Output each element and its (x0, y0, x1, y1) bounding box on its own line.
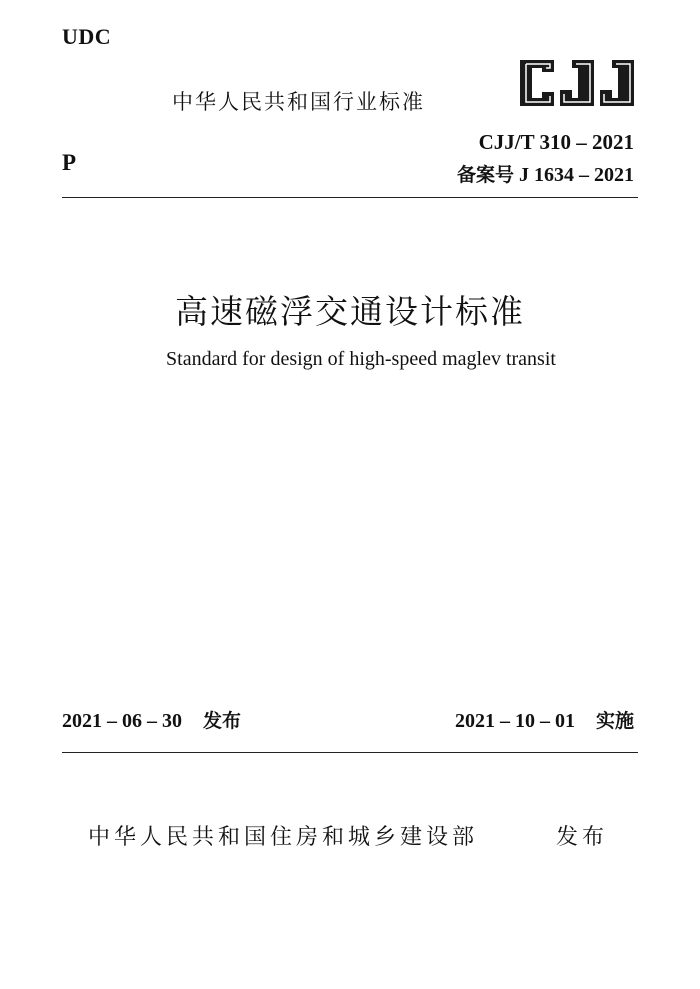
industry-standard-label: 中华人民共和国行业标准 (172, 90, 425, 114)
title-chinese: 高速磁浮交通设计标准 (175, 292, 525, 331)
category-code: P (62, 150, 77, 175)
logo-letter-j2 (600, 60, 634, 106)
bottom-divider (62, 752, 638, 753)
issue-label: 发布 (203, 710, 242, 732)
filing-label: 备案号 (456, 164, 514, 186)
implement-date: 2021 – 10 – 01 (454, 710, 575, 732)
title-english: Standard for design of high-speed maglev transit (166, 348, 556, 370)
standard-number: CJJ/T 310 – 2021 (478, 130, 634, 154)
logo-letter-c (520, 60, 554, 106)
filing-number: J 1634 – 2021 (519, 164, 634, 186)
issue-date: 2021 – 06 – 30 (62, 710, 182, 732)
logo-letter-j1 (560, 60, 594, 106)
top-divider (62, 197, 638, 198)
udc-label: UDC (62, 24, 112, 49)
issuing-ministry: 中华人民共和国住房和城乡建设部 (88, 825, 479, 850)
implement-label: 实施 (595, 710, 634, 732)
filing-number-row (457, 160, 634, 187)
issue-date-row (62, 706, 241, 733)
publish-label: 发布 (556, 825, 609, 850)
implement-date-row (455, 706, 634, 733)
cjj-logo (516, 56, 636, 110)
